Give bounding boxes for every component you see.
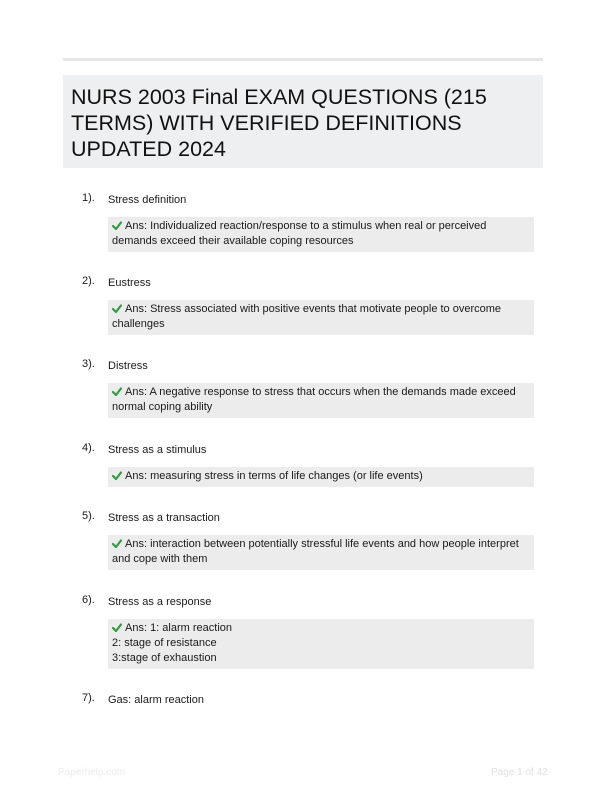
question-term: Stress as a transaction bbox=[108, 512, 220, 524]
checkmark-icon bbox=[112, 539, 122, 548]
title-banner bbox=[63, 75, 543, 168]
question-term: Stress definition bbox=[108, 194, 187, 206]
question-number: 2). bbox=[82, 275, 95, 287]
page-number: Page 1 of 42 bbox=[491, 767, 548, 778]
answer-box bbox=[108, 619, 534, 669]
question-term: Stress as a stimulus bbox=[108, 444, 207, 456]
question-number: 1). bbox=[82, 192, 95, 204]
question-term: Gas: alarm reaction bbox=[108, 694, 204, 706]
answer-box bbox=[108, 300, 534, 335]
question-number: 6). bbox=[82, 594, 95, 606]
checkmark-icon bbox=[112, 471, 122, 480]
question-term: Eustress bbox=[108, 277, 151, 289]
answer-box bbox=[108, 217, 534, 252]
checkmark-icon bbox=[112, 304, 122, 313]
question-number: 4). bbox=[82, 442, 95, 454]
answer-text: Ans: measuring stress in terms of life changes (or life events) bbox=[125, 470, 423, 482]
question-term: Distress bbox=[108, 360, 148, 372]
question-term: Stress as a response bbox=[108, 596, 212, 608]
footer-watermark: Paperhelp.com bbox=[58, 767, 126, 778]
answer-box bbox=[108, 467, 534, 487]
checkmark-icon bbox=[112, 221, 122, 230]
answer-line bbox=[112, 621, 530, 636]
question-number: 7). bbox=[82, 692, 95, 704]
answer-text: Ans: A negative response to stress that occurs when the demands made exceed normal coping ability bbox=[112, 386, 516, 413]
answer-box bbox=[108, 383, 534, 418]
answer-text: Ans: Stress associated with positive events that motivate people to overcome challenges bbox=[112, 303, 502, 330]
answer-line: 2: stage of resistance bbox=[112, 637, 217, 649]
checkmark-icon bbox=[112, 387, 122, 396]
question-number: 5). bbox=[82, 510, 95, 522]
answer-text: Ans: interaction between potentially stressful life events and how people interpret and cope with them bbox=[112, 538, 519, 565]
checkmark-icon bbox=[112, 623, 122, 632]
answer-box bbox=[108, 535, 534, 570]
answer-text: Ans: 1: alarm reaction bbox=[125, 622, 232, 634]
answer-text: Ans: Individualized reaction/response to a stimulus when real or perceived demands exceed their available coping resources bbox=[112, 220, 487, 247]
page-title: NURS 2003 Final EXAM QUESTIONS (215 TERMS) WITH VERIFIED DEFINITIONS UPDATED 2024 bbox=[71, 85, 487, 161]
question-number: 3). bbox=[82, 358, 95, 370]
top-divider bbox=[63, 58, 543, 61]
answer-line: 3:stage of exhaustion bbox=[112, 652, 217, 664]
